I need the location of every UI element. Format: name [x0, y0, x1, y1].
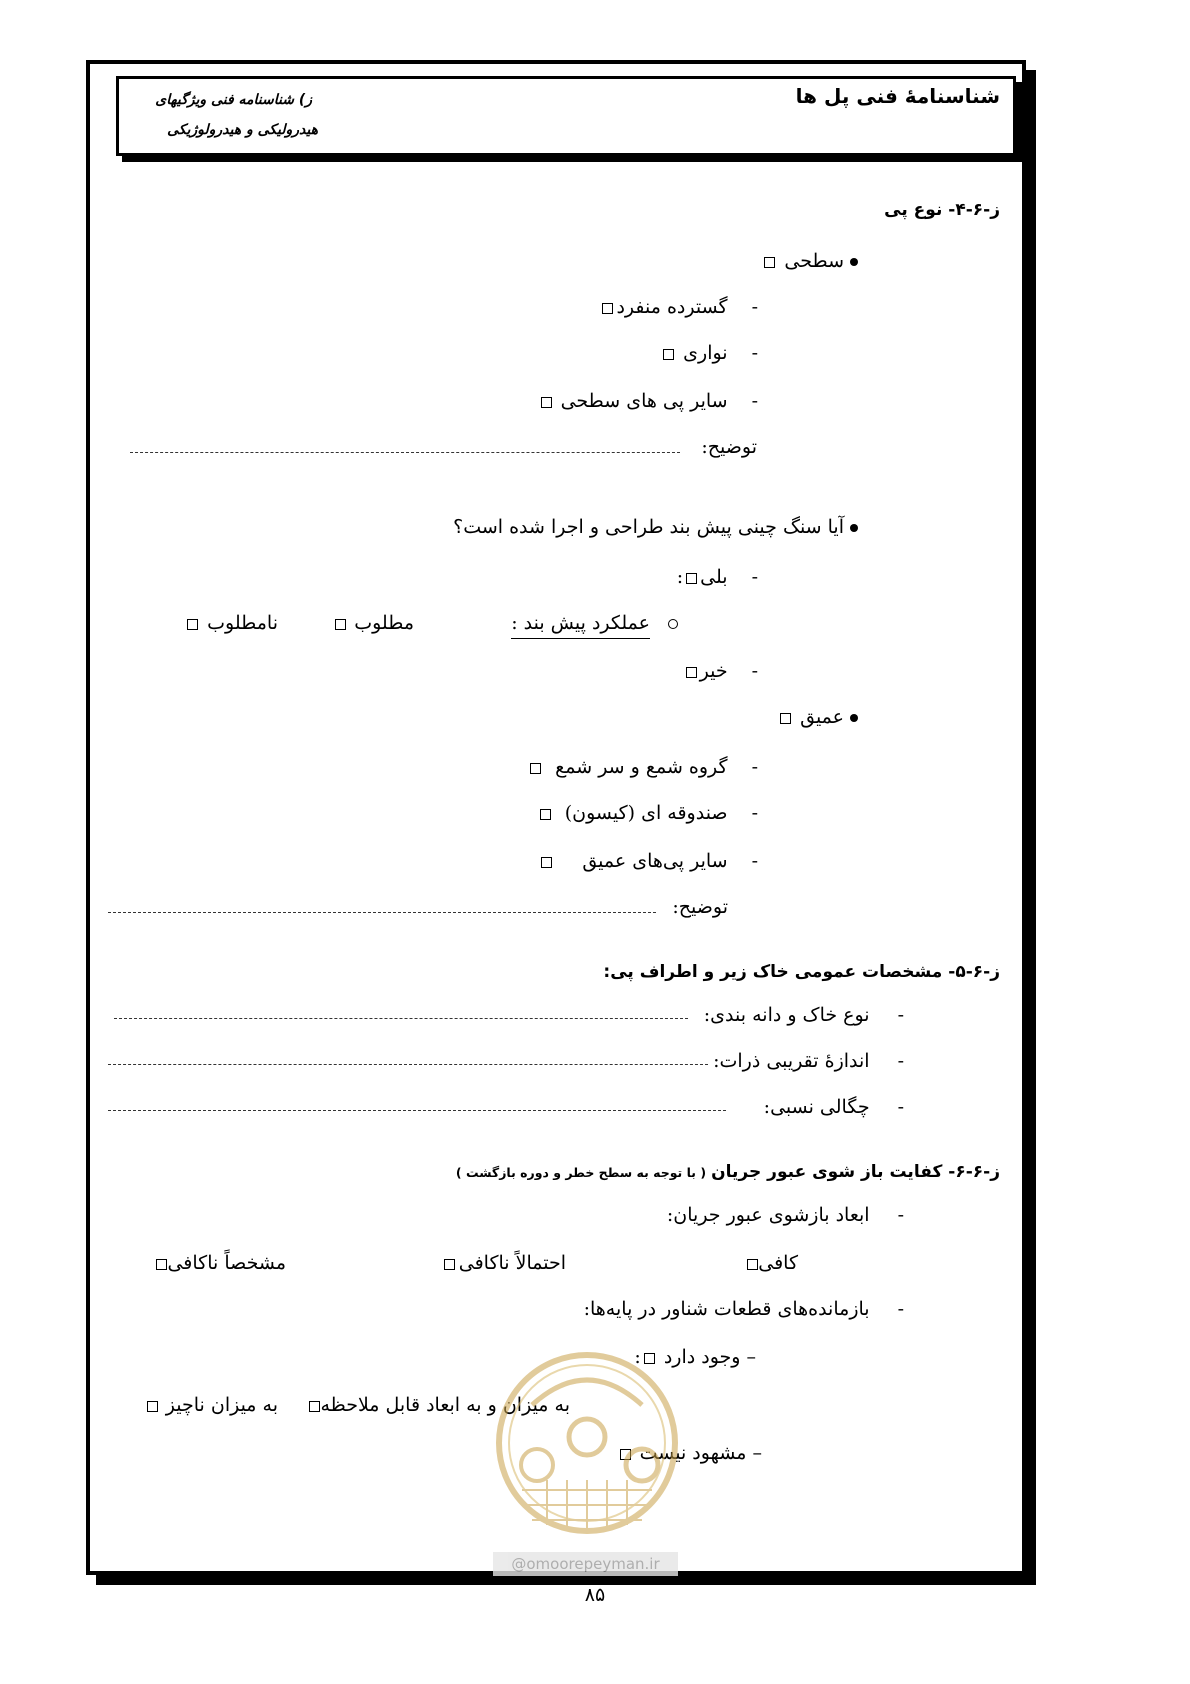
negligible-option: [144, 1394, 278, 1416]
section-title-line1: ز) شناسنامه فنی ویژگیهای: [155, 92, 312, 108]
particle-size-label: اندازهٔ تقریبی ذرات:: [713, 1050, 870, 1072]
deep-item-label: صندوقه ای (کیسون): [564, 802, 728, 824]
deep-label: عمیق: [800, 706, 844, 728]
yes-label: بلی: [700, 566, 728, 588]
debris-exists-label: – وجود دارد: [663, 1346, 756, 1368]
other-shallow-checkbox[interactable]: [541, 397, 552, 408]
heading-flow-opening: [456, 1162, 1000, 1182]
other-deep-checkbox[interactable]: [541, 857, 552, 868]
list-item: -نواری: [660, 342, 758, 364]
flow-row: -بازمانده‌های قطعات شناور در پایه‌ها:: [583, 1298, 904, 1320]
bullet-icon: [850, 258, 858, 266]
spread-footing-checkbox[interactable]: [602, 303, 613, 314]
list-item: -سایر پی های سطحی: [538, 390, 758, 412]
clearly-insufficient-option: [153, 1252, 286, 1274]
particle-size-line[interactable]: [108, 1064, 708, 1065]
yes-checkbox[interactable]: [686, 573, 697, 584]
performance-label: عملکرد پیش بند :: [511, 612, 650, 639]
note-line-2[interactable]: [108, 912, 656, 913]
flow-opening-heading-note: ( با توجه به سطح خطر و دوره بازگشت ): [455, 1165, 707, 1180]
possibly-insufficient-checkbox[interactable]: [444, 1259, 455, 1270]
shallow-item-label: گسترده منفرد: [616, 296, 728, 318]
sufficient-label: کافی: [758, 1252, 798, 1274]
circle-bullet-icon: [668, 619, 678, 629]
clearly-insufficient-label: مشخصاً ناکافی: [167, 1252, 286, 1274]
floating-debris-label: بازمانده‌های قطعات شناور در پایه‌ها:: [583, 1298, 870, 1320]
list-item: -خیر: [683, 660, 758, 682]
note-label-1: توضیح:: [701, 436, 757, 458]
strip-footing-checkbox[interactable]: [663, 349, 674, 360]
bullet-icon: [850, 524, 858, 532]
note-label-2: توضیح:: [672, 896, 728, 918]
deep-item-label: سایر پی‌های عمیق: [582, 850, 728, 872]
no-label: خیر: [699, 660, 728, 682]
list-item: -سایر پی‌های عمیق: [538, 850, 758, 872]
page-number: ۸۵: [584, 1584, 606, 1606]
soil-row: -اندازهٔ تقریبی ذرات:: [713, 1050, 904, 1072]
list-item: -گروه شمع و سر شمع: [527, 756, 758, 778]
watermark-url: @omoorepeyman.ir: [493, 1552, 678, 1576]
yes-colon: :: [676, 566, 684, 588]
heading-foundation-type: ز-۶-۴- نوع پی: [884, 200, 1000, 220]
desirable-checkbox[interactable]: [335, 619, 346, 630]
possibly-insufficient-label: احتمالاً ناکافی: [458, 1252, 566, 1274]
bullet-icon: [850, 714, 858, 722]
debris-exists-colon: :: [634, 1346, 641, 1368]
shallow-option: [761, 250, 858, 272]
undesirable-checkbox[interactable]: [187, 619, 198, 630]
desirable-label: مطلوب: [354, 612, 414, 634]
sufficient-checkbox[interactable]: [747, 1259, 758, 1270]
opening-dimensions-label: ابعاد بازشوی عبور جریان:: [666, 1204, 870, 1226]
flow-row: -ابعاد بازشوی عبور جریان:: [666, 1204, 904, 1226]
flow-opening-heading-text: ز-۶-۶- کفایت باز شوی عبور جریان: [711, 1162, 1000, 1182]
pile-group-checkbox[interactable]: [530, 763, 541, 774]
clearly-insufficient-checkbox[interactable]: [156, 1259, 167, 1270]
apron-question: [453, 516, 858, 538]
soil-row: -نوع خاک و دانه بندی:: [703, 1004, 904, 1026]
shallow-checkbox[interactable]: [764, 257, 775, 268]
soil-row: -چگالی نسبی:: [763, 1096, 904, 1118]
possibly-insufficient-option: [441, 1252, 566, 1274]
note-line-1[interactable]: [130, 452, 680, 453]
soil-type-label: نوع خاک و دانه بندی:: [703, 1004, 870, 1026]
caisson-checkbox[interactable]: [540, 809, 551, 820]
no-checkbox[interactable]: [686, 667, 697, 678]
relative-density-label: چگالی نسبی:: [763, 1096, 870, 1118]
undesirable-option: [184, 612, 278, 634]
heading-soil-properties: ز-۶-۵- مشخصات عمومی خاک زیر و اطراف پی:: [603, 962, 1000, 982]
considerable-label: به میزان و به ابعاد قابل ملاحظه: [320, 1394, 570, 1416]
shallow-item-label: نواری: [683, 342, 728, 364]
relative-density-line[interactable]: [108, 1110, 726, 1111]
list-item: -صندوقه ای (کیسون): [537, 802, 758, 824]
list-item: -گسترده منفرد: [599, 296, 758, 318]
desirable-option: [332, 612, 414, 634]
shallow-item-label: سایر پی های سطحی: [560, 390, 728, 412]
debris-not-observed-label: – مشهود نیست: [639, 1442, 762, 1464]
considerable-checkbox[interactable]: [309, 1401, 320, 1412]
undesirable-label: نامطلوب: [207, 612, 278, 634]
watermark-logo-icon: [492, 1325, 682, 1570]
section-title-line2: هیدرولیکی و هیدرولوژیکی: [167, 122, 318, 138]
negligible-label: به میزان ناچیز: [165, 1394, 278, 1416]
shallow-label: سطحی: [784, 250, 844, 272]
deep-item-label: گروه شمع و سر شمع: [555, 756, 728, 778]
deep-checkbox[interactable]: [780, 713, 791, 724]
apron-performance-row: [511, 612, 678, 634]
apron-question-text: آیا سنگ چینی پیش بند طراحی و اجرا شده است؟: [453, 516, 844, 538]
list-item: -بلی:: [676, 566, 758, 588]
sufficient-option: [744, 1252, 798, 1274]
document-title: شناسنامهٔ فنی پل ها: [795, 84, 1000, 108]
deep-option: [777, 706, 858, 728]
negligible-checkbox[interactable]: [147, 1401, 158, 1412]
soil-type-line[interactable]: [114, 1018, 688, 1019]
